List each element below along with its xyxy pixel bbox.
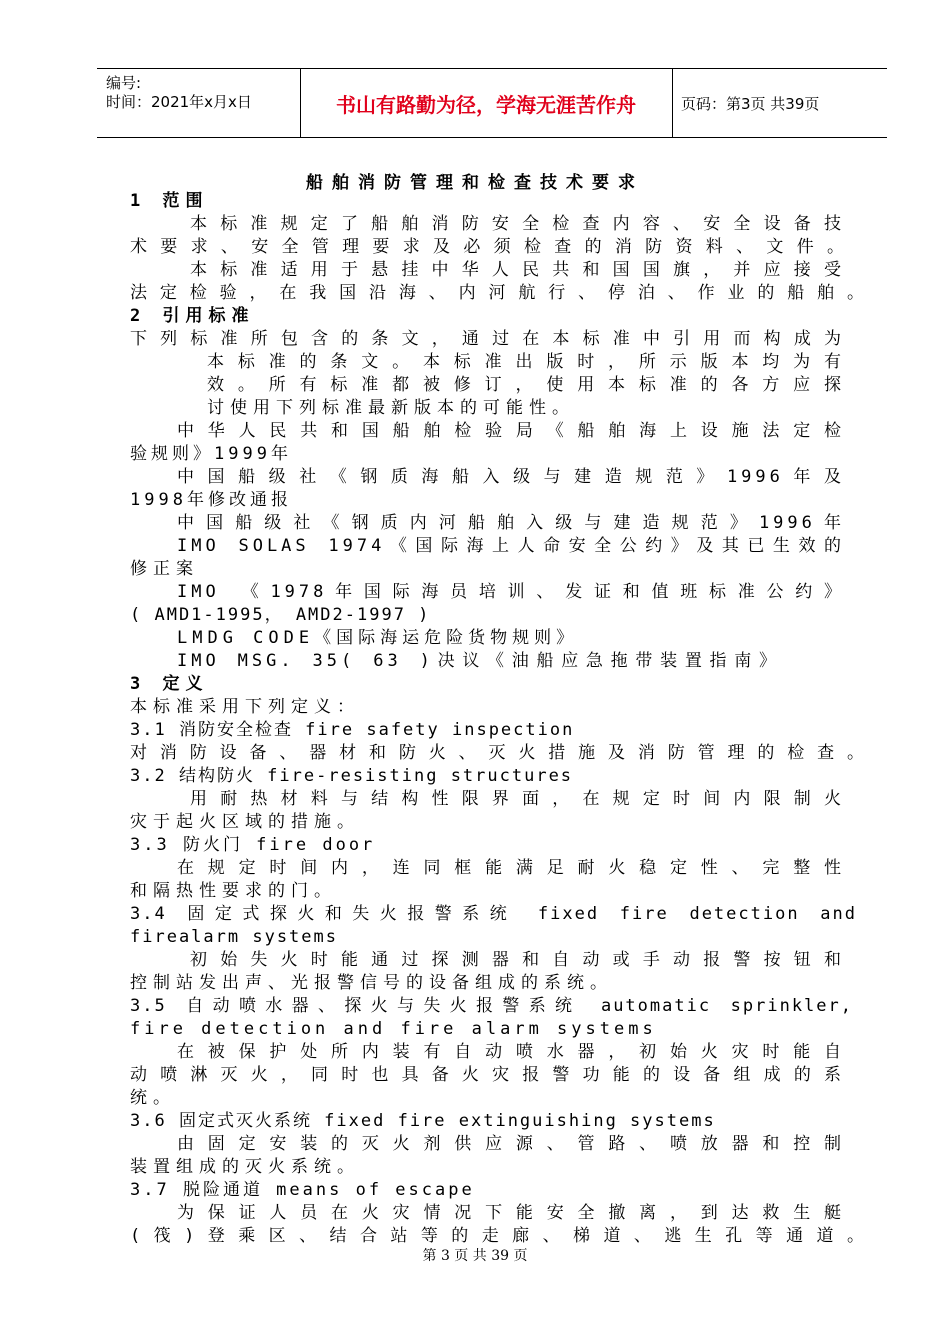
- definition-heading: 3.6 固定式灭火系统 fixed fire extinguishing systems: [130, 1111, 716, 1131]
- definition-heading: 3.5 自动喷水器、探火与失火报警系统 automatic sprinkler,: [130, 996, 853, 1016]
- body-line: 灾于起火区域的措施。: [130, 812, 360, 832]
- header-motto-cell: [300, 69, 673, 137]
- definition-heading: 3.7 脱险通道 means of escape: [130, 1180, 475, 1200]
- definition-heading: 3.2 结构防火 fire-resisting structures: [130, 766, 574, 786]
- body-line: 在规定时间内，连同框能满足耐火稳定性、完整性: [177, 858, 845, 878]
- body-line: firealarm systems: [130, 927, 338, 947]
- body-line: fire detection and fire alarm systems: [130, 1019, 657, 1039]
- document-title: 船舶消防管理和检查技术要求: [306, 173, 644, 193]
- body-line: 本标准的条文。本标准出版时，所示版本均为有: [207, 352, 845, 372]
- definition-heading: 3.4 固定式探火和失火报警系统 fixed fire detection and: [130, 904, 857, 924]
- body-line: 修正案: [130, 559, 199, 579]
- body-line: 初始失火时能通过探测器和自动或手动报警按钮和: [190, 950, 845, 970]
- body-line: IMO 《1978年国际海员培训、发证和值班标准公约》: [177, 582, 845, 602]
- body-line: 法定检验，在我国沿海、内河航行、停泊、作业的船舶。: [130, 283, 868, 303]
- body-line: 本标准采用下列定义：: [130, 697, 360, 717]
- body-line: 控制站发出声、光报警信号的设备组成的系统。: [130, 973, 613, 993]
- body-line: 在被保护处所内装有自动喷水器，初始火灾时能自: [177, 1042, 845, 1062]
- body-line: 由固定安装的灭火剂供应源、管路、喷放器和控制: [177, 1134, 845, 1154]
- header-left-cell: [97, 69, 301, 137]
- body-line: 讨使用下列标准最新版本的可能性。: [207, 398, 575, 418]
- body-line: 中华人民共和国船舶检验局《船舶海上设施法定检: [177, 421, 845, 441]
- body-line: 统。: [130, 1088, 176, 1108]
- body-line: 下列标准所包含的条文，通过在本标准中引用而构成为: [130, 329, 845, 349]
- body-line: 动喷淋灭火，同时也具备火灾报警功能的设备组成的系: [130, 1065, 845, 1085]
- page-footer: 第 3 页 共 39 页: [422, 1248, 528, 1264]
- section-heading: 3 定义: [130, 674, 209, 694]
- page-header: [97, 68, 887, 138]
- header-motto: 书山有路勤为径，学海无涯苦作舟: [336, 92, 636, 117]
- definition-heading: 3.3 防火门 fire door: [130, 835, 376, 855]
- body-line: LMDG CODE《国际海运危险货物规则》: [177, 628, 579, 648]
- body-line: 中国船级社《钢质内河船舶入级与建造规范》1996年: [177, 513, 845, 533]
- body-line: 1998年修改通报: [130, 490, 292, 510]
- body-line: (筏)登乘区、结合站等的走廊、梯道、逃生孔等通道。: [130, 1226, 868, 1246]
- body-line: IMO MSG. 35( 63 )决议《油船应急拖带装置指南》: [177, 651, 780, 671]
- body-line: 装置组成的灭火系统。: [130, 1157, 360, 1177]
- header-page-info: 页码：第3页 共39页: [681, 94, 820, 113]
- document-time-label: 时间：2021年x月x日: [106, 93, 252, 111]
- section-heading: 2 引用标准: [130, 306, 255, 326]
- header-page-cell: [673, 69, 887, 137]
- body-line: 效。所有标准都被修订，使用本标准的各方应探: [207, 375, 845, 395]
- body-line: 验规则》1999年: [130, 444, 292, 464]
- body-line: ( AMD1-1995， AMD2-1997 ): [130, 605, 431, 625]
- body-line: 中国船级社《钢质海船入级与建造规范》1996年及: [177, 467, 845, 487]
- body-line: 用耐热材料与结构性限界面，在规定时间内限制火: [190, 789, 845, 809]
- body-line: 本标准适用于悬挂中华人民共和国国旗，并应接受: [190, 260, 845, 280]
- document-number-label: 编号:: [106, 74, 142, 92]
- body-line: 本标准规定了船舶消防安全检查内容、安全设备技: [190, 214, 845, 234]
- body-line: 对消防设备、器材和防火、灭火措施及消防管理的检查。: [130, 743, 868, 763]
- definition-heading: 3.1 消防安全检查 fire safety inspection: [130, 720, 575, 740]
- section-heading: 1 范围: [130, 191, 209, 211]
- body-line: 和隔热性要求的门。: [130, 881, 337, 901]
- body-line: 术要求、安全管理要求及必须检查的消防资料、文件。: [130, 237, 848, 257]
- body-line: IMO SOLAS 1974《国际海上人命安全公约》及其已生效的: [177, 536, 845, 556]
- body-line: 为保证人员在火灾情况下能安全撤离，到达救生艇: [177, 1203, 845, 1223]
